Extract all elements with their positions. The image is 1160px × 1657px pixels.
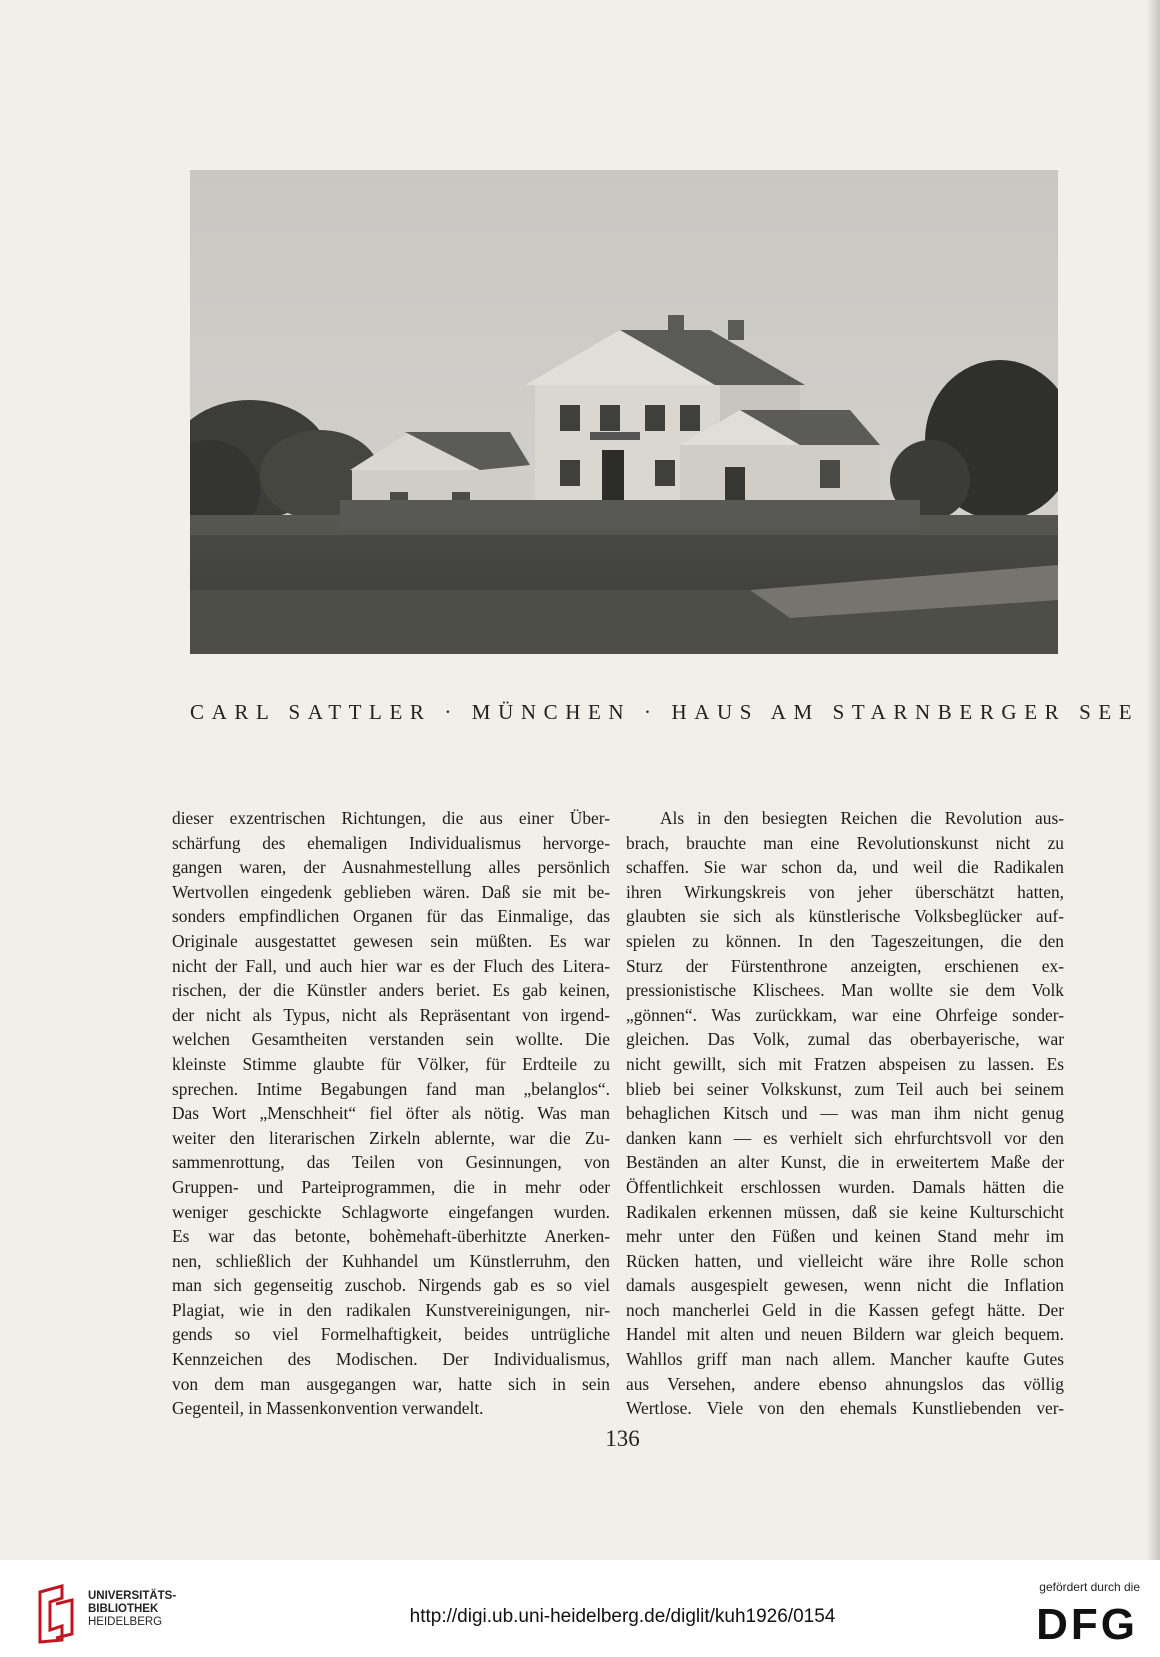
text-line: blieb bei seiner Volkskunst, zum Teil auch bei seinem xyxy=(626,1078,1064,1099)
text-line: brach, brauchte man eine Revolutionskunst nicht zu xyxy=(626,832,1064,853)
text-line: von dem man ausgegangen war, hatte sich in sein xyxy=(172,1373,610,1394)
text-line: schaffen. Sie war schon da, und weil die Radikalen xyxy=(626,857,1064,878)
text-line: noch mancherlei Geld in die Kassen gefegt hätte. Der xyxy=(626,1299,1064,1320)
funded-by-label: gefördert durch die xyxy=(1039,1580,1140,1594)
page-edge-shadow xyxy=(1146,0,1160,1560)
text-line: der nicht als Typus, nicht als Repräsentant von irgend- xyxy=(172,1004,610,1025)
digitization-footer xyxy=(0,1560,1160,1657)
text-line: nicht gewillt, sich mit Fratzen abspeisen zu lassen. Es xyxy=(626,1053,1064,1074)
text-line: Originale ausgestattet gewesen sein müßten. Es war xyxy=(172,930,610,951)
text-line: Öffentlichkeit erschlossen wurden. Damals hätten die xyxy=(626,1176,1064,1197)
text-line: nicht der Fall, und auch hier war es der Fluch des Litera- xyxy=(172,955,610,976)
text-line: aus Versehen, andere ebenso ahnungslos das völlig xyxy=(626,1373,1064,1394)
text-line: sonders empfindlichen Organen für das Einmalige, das xyxy=(172,906,610,927)
text-line: ihren Wirkungskreis von jeher überschätzt hatten, xyxy=(626,881,1064,902)
library-line-2: BIBLIOTHEK xyxy=(88,1603,159,1615)
villa-photo-svg xyxy=(190,170,1058,654)
text-line: Gegenteil, in Massenkonvention verwandelt. xyxy=(172,1398,484,1419)
text-line: Es war das betonte, bohèmehaft-überhitzte Anerken- xyxy=(172,1226,610,1247)
text-line: Gruppen- und Parteiprogrammen, die in mehr oder xyxy=(172,1176,610,1197)
photo-caption: CARL SATTLER · MÜNCHEN · HAUS AM STARNBERGER SEE xyxy=(190,700,1140,724)
text-line: weiter den literarischen Zirkeln ablernte, war die Zu- xyxy=(172,1127,610,1148)
library-line-3: HEIDELBERG xyxy=(88,1616,163,1628)
digitization-url-link[interactable]: http://digi.ub.uni-heidelberg.de/diglit/kuh1926/0154 xyxy=(409,1606,836,1627)
text-line: Handel mit alten und neuen Bildern war gleich bequem. xyxy=(626,1324,1064,1345)
text-line: Kennzeichen des Modischen. Der Individualismus, xyxy=(172,1349,610,1370)
text-line: Wertlose. Viele von den ehemals Kunstliebenden ver- xyxy=(626,1398,1064,1419)
library-line-1: UNIVERSITÄTS- xyxy=(88,1590,177,1602)
text-line: Plagiat, wie in den radikalen Kunstvereinigungen, nir- xyxy=(172,1299,610,1320)
text-line: spielen zu können. In den Tageszeitungen, die den xyxy=(626,930,1064,951)
text-line: Wahllos griff man nach allem. Mancher kaufte Gutes xyxy=(626,1349,1064,1370)
text-line: rischen, der die Künstler anders beriet. Es gab keinen, xyxy=(172,980,610,1001)
text-line: glaubten sie sich als künstlerische Volksbeglücker auf- xyxy=(626,906,1064,927)
text-line: welchen Gesamtheiten verstanden sein wollte. Die xyxy=(172,1029,610,1050)
text-line: kleinste Stimme glaubte für Völker, für Erdteile zu xyxy=(172,1053,610,1074)
text-line: mehr unter den Füßen und keinen Stand mehr im xyxy=(626,1226,1064,1247)
text-line: Beständen an alter Kunst, die in erweitertem Maße der xyxy=(626,1152,1064,1173)
text-line: schärfung des ehemaligen Individualismus hervorge- xyxy=(172,832,610,853)
text-line: Wertvollen eingedenk geblieben wären. Daß sie mit be- xyxy=(172,881,610,902)
text-line: Das Wort „Menschheit“ fiel öfter als nötig. Was man xyxy=(172,1103,610,1124)
text-line: man sich gegenseitig zuschob. Nirgends gab es so viel xyxy=(172,1275,610,1296)
text-line: pressionistische Klischees. Man wollte sie dem Volk xyxy=(626,980,1064,1001)
text-line: damals ausgespielt gewesen, wenn nicht die Inflation xyxy=(626,1275,1064,1296)
text-line: dieser exzentrischen Richtungen, die aus einer Über- xyxy=(172,808,610,828)
text-line: sammenrottung, das Teilen von Gesinnungen, von xyxy=(172,1152,610,1173)
dfg-logo: DFG xyxy=(1036,1600,1138,1649)
text-line: danken kann — es verhielt sich ehrfurchtsvoll vor den xyxy=(626,1127,1064,1148)
text-line: Sturz der Fürstenthrone anzeigten, erschienen ex- xyxy=(626,955,1064,976)
text-column-right xyxy=(626,806,1064,1421)
text-line: behaglichen Kitsch und — was man ihm nicht genug xyxy=(626,1103,1064,1124)
page-number: 136 xyxy=(605,1426,640,1451)
text-column-left xyxy=(172,806,610,1421)
text-line: gends so viel Formelhaftigkeit, beides untrügliche xyxy=(172,1324,610,1345)
text-line: Als in den besiegten Reichen die Revolution aus- xyxy=(660,808,1064,828)
text-line: nen, schließlich der Kuhhandel um Künstlerruhm, den xyxy=(172,1250,610,1271)
villa-photograph xyxy=(190,170,1058,654)
text-line: gleichen. Das Volk, zumal das oberbayerische, war xyxy=(626,1029,1064,1050)
text-line: sprechen. Intime Begabungen fand man „belanglos“. xyxy=(172,1078,610,1099)
text-line: „gönnen“. Was zurückkam, war eine Ohrfeige sonder- xyxy=(626,1004,1064,1025)
text-line: Rücken hatten, und vielleicht wäre ihre Rolle schon xyxy=(626,1250,1064,1271)
text-line: weniger geschickte Schlagworte eingefangen wurden. xyxy=(172,1201,610,1222)
text-line: gangen waren, der Ausnahmestellung alles persönlich xyxy=(172,857,610,878)
text-line: Radikalen erkennen müssen, daß sie keine Kulturschicht xyxy=(626,1201,1064,1222)
